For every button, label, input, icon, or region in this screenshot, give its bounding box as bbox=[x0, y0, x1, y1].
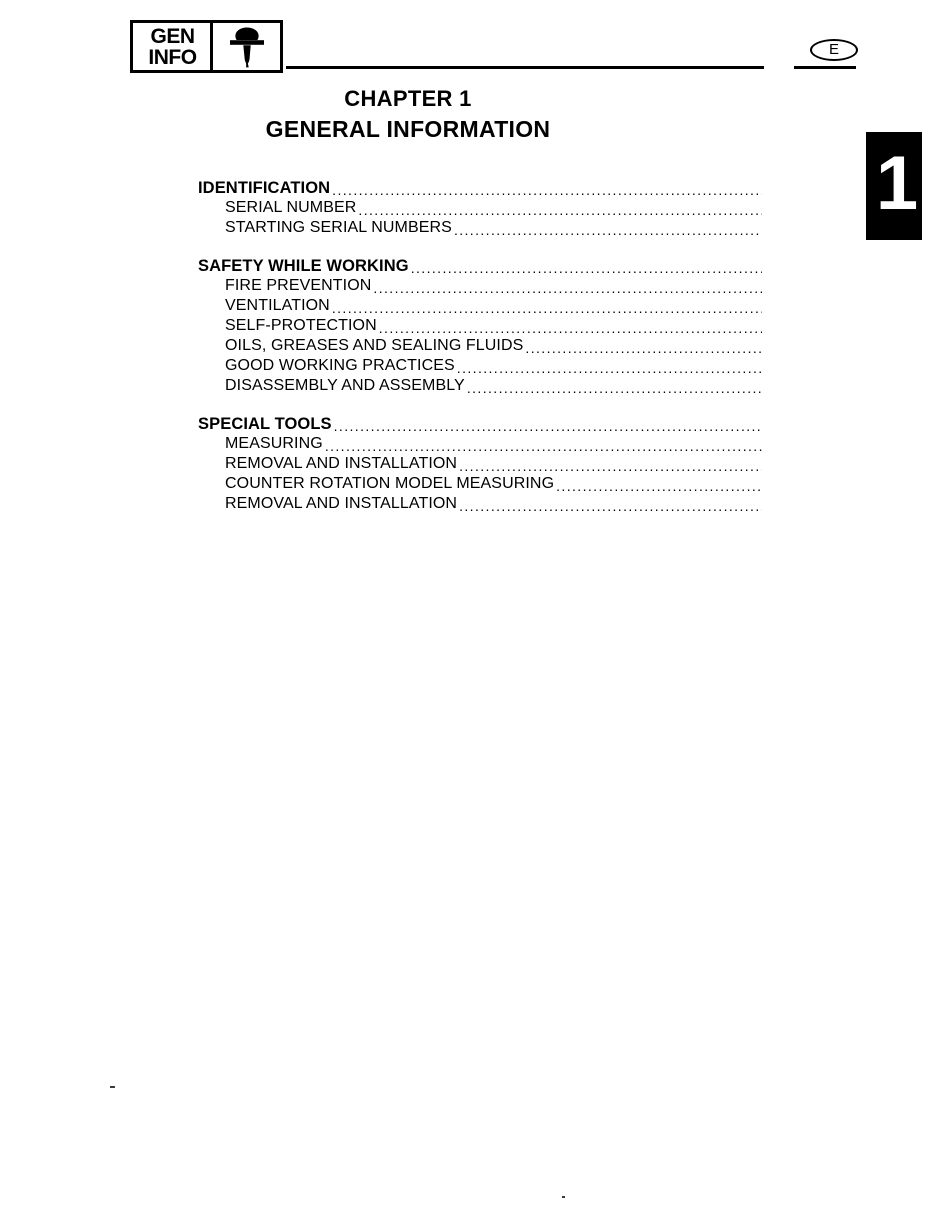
language-badge bbox=[810, 39, 858, 61]
chapter-name: GENERAL INFORMATION bbox=[265, 116, 551, 142]
toc-section-row[interactable] bbox=[198, 412, 794, 432]
toc-dot-leader bbox=[457, 359, 762, 373]
page-title bbox=[0, 84, 816, 144]
toc-entry-label: REMOVAL AND INSTALLATION bbox=[225, 455, 458, 472]
toc-subsection-row[interactable] bbox=[198, 196, 794, 216]
toc-dot-leader bbox=[525, 339, 762, 353]
toc-dot-leader bbox=[459, 457, 762, 471]
toc-entry-label: SERIAL NUMBER bbox=[225, 199, 357, 216]
toc-subsection-row[interactable] bbox=[198, 432, 794, 452]
toc-subsection-row[interactable] bbox=[198, 294, 794, 314]
toc-group bbox=[198, 176, 794, 236]
scan-artifact bbox=[110, 1086, 115, 1088]
toc-entry-page-number bbox=[764, 0, 794, 512]
toc-dot-leader bbox=[332, 299, 762, 313]
table-of-contents bbox=[198, 176, 794, 512]
toc-subsection-row[interactable] bbox=[198, 472, 794, 492]
language-badge-letter: E bbox=[828, 41, 839, 58]
toc-entry-label: GOOD WORKING PRACTICES bbox=[225, 357, 455, 374]
toc-dot-leader bbox=[334, 417, 762, 431]
toc-subsection-row[interactable] bbox=[198, 492, 794, 512]
toc-entry-label: VENTILATION bbox=[225, 297, 330, 314]
toc-entry-label: IDENTIFICATION bbox=[198, 179, 331, 197]
toc-subsection-row[interactable] bbox=[198, 274, 794, 294]
section-badge-line-2: INFO bbox=[148, 45, 197, 69]
chapter-label: CHAPTER 1 bbox=[344, 86, 472, 111]
toc-section-row[interactable] bbox=[198, 254, 794, 274]
toc-subsection-row[interactable] bbox=[198, 314, 794, 334]
outboard-motor-icon bbox=[224, 25, 270, 69]
toc-subsection-row[interactable] bbox=[198, 334, 794, 354]
section-badge-line-1: GEN bbox=[150, 24, 195, 48]
section-badge-icon-cell bbox=[213, 23, 280, 70]
toc-dot-leader bbox=[373, 279, 762, 293]
toc-group bbox=[198, 254, 794, 394]
toc-subsection-row[interactable] bbox=[198, 216, 794, 236]
chapter-index-tab bbox=[866, 132, 922, 240]
toc-subsection-row[interactable] bbox=[198, 374, 794, 394]
section-badge-text bbox=[133, 23, 213, 70]
scan-artifact bbox=[562, 1196, 565, 1198]
toc-dot-leader bbox=[332, 181, 762, 195]
toc-entry-label: REMOVAL AND INSTALLATION bbox=[225, 495, 458, 512]
toc-dot-leader bbox=[454, 221, 762, 235]
toc-dot-leader bbox=[556, 477, 762, 491]
toc-entry-label: COUNTER ROTATION MODEL MEASURING bbox=[225, 475, 555, 492]
toc-entry-label: SAFETY WHILE WORKING bbox=[198, 257, 409, 275]
toc-dot-leader bbox=[325, 437, 762, 451]
toc-section-row[interactable] bbox=[198, 176, 794, 196]
toc-entry-label: OILS, GREASES AND SEALING FLUIDS bbox=[225, 337, 524, 354]
toc-entry-label: SELF-PROTECTION bbox=[225, 317, 377, 334]
toc-entry-label: SPECIAL TOOLS bbox=[198, 415, 332, 433]
toc-subsection-row[interactable] bbox=[198, 452, 794, 472]
toc-entry-label: STARTING SERIAL NUMBERS bbox=[225, 219, 452, 236]
toc-dot-leader bbox=[467, 379, 762, 393]
section-badge bbox=[130, 20, 283, 73]
toc-entry-label: MEASURING bbox=[225, 435, 323, 452]
toc-group bbox=[198, 412, 794, 512]
toc-dot-leader bbox=[411, 259, 762, 273]
toc-dot-leader bbox=[379, 319, 762, 333]
toc-entry-label: FIRE PREVENTION bbox=[225, 277, 372, 294]
toc-dot-leader bbox=[459, 497, 762, 511]
toc-entry-label: DISASSEMBLY AND ASSEMBLY bbox=[225, 377, 465, 394]
chapter-index-number: 1 bbox=[875, 141, 917, 226]
toc-subsection-row[interactable] bbox=[198, 354, 794, 374]
toc-dot-leader bbox=[358, 201, 762, 215]
